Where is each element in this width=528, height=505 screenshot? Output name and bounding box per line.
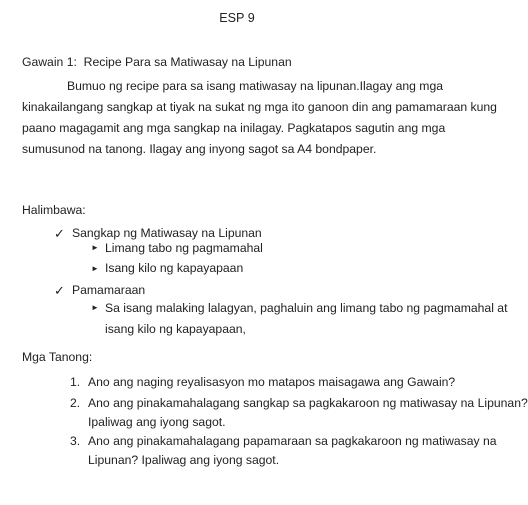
arrow-bullet-icon: ► [91, 264, 99, 273]
question-text: Ipaliwag ang iyong sagot. [88, 415, 226, 429]
example-item-procedure: Pamamaraan [72, 283, 146, 297]
activity-title [22, 56, 292, 68]
check-icon: ✓ [54, 283, 65, 298]
question-number: 3. [70, 434, 81, 448]
question-number: 1. [70, 375, 81, 389]
arrow-bullet-icon: ► [91, 243, 99, 252]
question-text: Ano ang pinakamahalagang sangkap sa pagkakaroon ng matiwasay na Lipunan? [88, 396, 528, 410]
example-heading: Halimbawa: [22, 203, 86, 217]
activity-name: Recipe Para sa Matiwasay na Lipunan [83, 55, 292, 69]
procedure-line: Sa isang malaking lalagyan, paghaluin ang limang tabo ng pagmamahal at [105, 301, 508, 315]
question-number: 2. [70, 396, 81, 410]
instruction-line: Bumuo ng recipe para sa isang matiwasay na lipunan.Ilagay ang mga [67, 79, 444, 93]
check-icon: ✓ [54, 226, 65, 241]
activity-label: Gawain 1: [22, 55, 77, 69]
document-header: ESP 9 [219, 11, 255, 25]
procedure-line: isang kilo ng kapayapaan, [105, 322, 246, 336]
arrow-bullet-icon: ► [91, 303, 99, 312]
instruction-line: paano magagamit ang mga sangkap na inilagay. Pagkatapos sagutin ang mga [22, 121, 446, 135]
ingredient-item: Limang tabo ng pagmamahal [105, 241, 263, 255]
question-text: Ano ang pinakamahalagang papamaraan sa pagkakaroon ng matiwasay na [88, 434, 497, 448]
question-text: Lipunan? Ipaliwag ang iyong sagot. [88, 453, 280, 467]
question-text: Ano ang naging reyalisasyon mo matapos maisagawa ang Gawain? [88, 375, 456, 389]
ingredient-item: Isang kilo ng kapayapaan [105, 261, 244, 275]
example-item-ingredients: Sangkap ng Matiwasay na Lipunan [72, 226, 262, 240]
instruction-line: sumusunod na tanong. Ilagay ang inyong sagot sa A4 bondpaper. [22, 142, 377, 156]
instruction-line: kinakailangang sangkap at tiyak na sukat ng mga ito ganoon din ang pamamaraan kung [22, 100, 497, 114]
questions-heading: Mga Tanong: [22, 350, 93, 364]
